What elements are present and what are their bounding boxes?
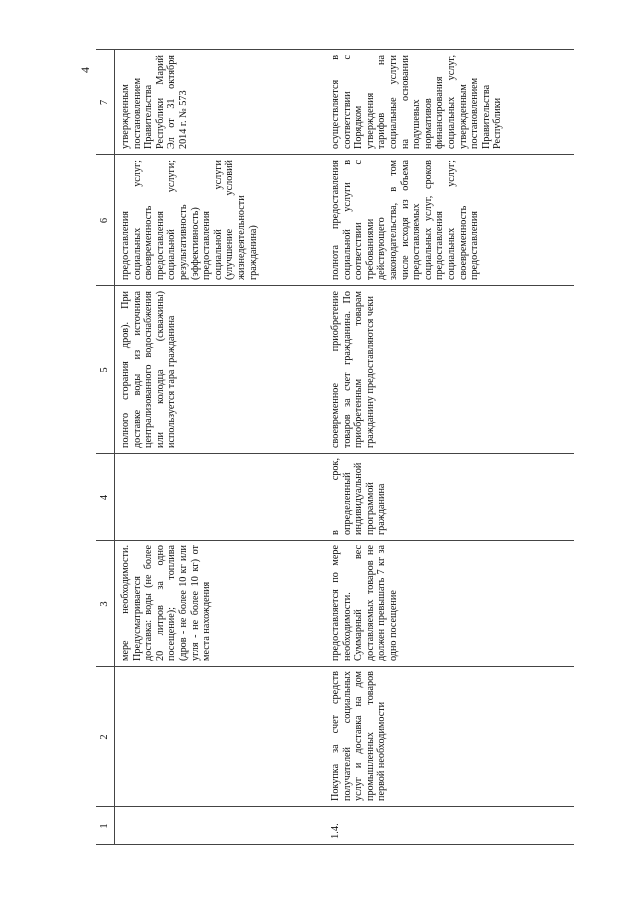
- header-divider: [114, 50, 115, 845]
- row1-indicators: предоставления социальных услуг; своевременность предоставления социальной услуги; результативность (эффективность) предоставления социальной услуги (улучшение условий жизнедеятельности гражданина): [120, 160, 259, 280]
- header-col-2: 2: [99, 734, 111, 740]
- row1-conditions: полного сгорания дров). При доставке воды из источника централизованного водоснабжения или колодца (скважины) используется тара гражданина: [120, 291, 178, 448]
- row2-number: 1.4.: [330, 823, 341, 839]
- column-border: [96, 49, 574, 50]
- header-col-7: 7: [99, 99, 111, 106]
- column-border: [96, 844, 574, 845]
- page-number: 4: [78, 67, 92, 73]
- header-col-4: 4: [99, 494, 111, 501]
- row2-payment: осуществляется в соответствии с Порядком утверждения тарифов на социальные услуги на основании подушевых нормативов финансирования социальных услуг, утвержденным постановлением Правительства Республики: [330, 55, 504, 149]
- row1-description: мере необходимости. Предусматривается доставка: воды (не более 20 литров за одно посещение); топлива (дров - не более 10 кг или угля - не более 10 кг) от места нахождения: [120, 545, 213, 661]
- row2-conditions: своевременное приобретение товаров за счет гражданина. По приобретенным товарам гражданину предоставляются чеки: [330, 291, 376, 448]
- row2-term: в срок, определенный индивидуальной программой гражданина: [330, 458, 388, 535]
- column-border: [96, 285, 574, 286]
- column-border: [96, 453, 574, 454]
- column-border: [96, 806, 574, 807]
- row1-payment: утвержденным постановлением Правительства Республики Марий Эл от 31 октября 2014 г. № 573: [120, 55, 189, 149]
- header-col-3: 3: [99, 601, 111, 607]
- column-border: [96, 666, 574, 667]
- row2-service: Покупка за счет средств получателей социальных услуг и доставка на дом промышленных товаров первой необходимости: [330, 671, 388, 801]
- column-border: [96, 540, 574, 541]
- header-col-6: 6: [99, 217, 111, 224]
- column-border: [96, 154, 574, 155]
- row2-description: предоставляется по мере необходимости. Суммарный вес доставляемых товаров не должен превышать 7 кг за одно посещение: [330, 545, 399, 661]
- row2-indicators: полнота предоставления социальной услуги в соответствии с требованиями действующего законодательства, в том числе исходя из объема предоставляемых социальных услуг, сроков предоставления социальных услуг; своевременность предоставления: [330, 160, 481, 280]
- header-col-1: 1: [99, 823, 111, 829]
- header-col-5: 5: [99, 367, 111, 373]
- services-table: [96, 50, 574, 845]
